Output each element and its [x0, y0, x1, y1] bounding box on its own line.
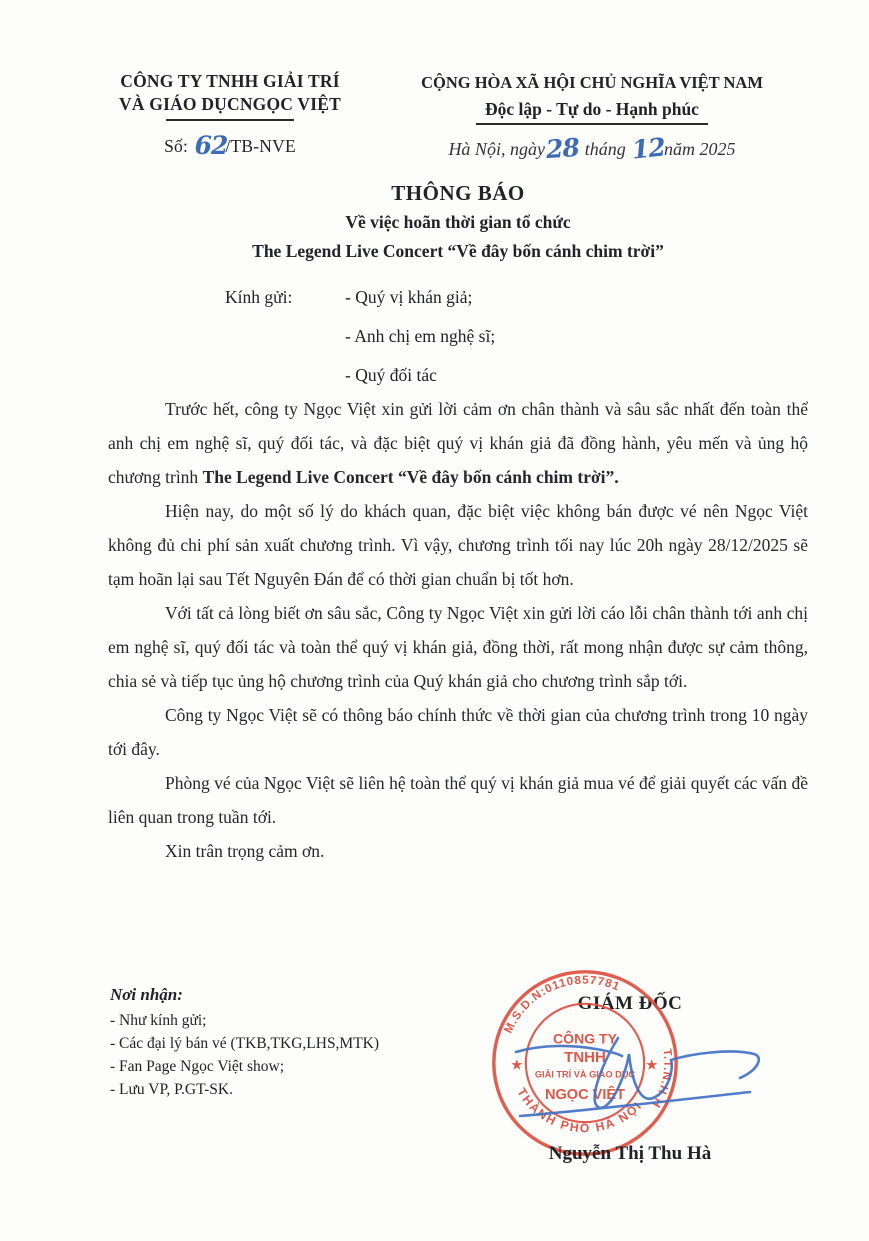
document-title: THÔNG BÁO [391, 181, 525, 205]
company-underline [166, 119, 294, 121]
recipients-label: Kính gửi: [225, 287, 293, 307]
recipient-row [225, 364, 495, 387]
stamp-center-line3: GIẢI TRÍ VÀ GIÁO DỤC [534, 1069, 636, 1080]
paragraph-4: Công ty Ngọc Việt sẽ có thông báo chính thức về thời gian của chương trình trong 10 ngày tới đây. [108, 705, 808, 759]
paragraph-1: Trước hết, công ty Ngọc Việt xin gửi lời cảm ơn chân thành và sâu sắc nhất đến toàn thể anh chị em nghệ sĩ, quý đối tác, và đặc biệt quý vị khán giả đã đồng hành, yêu mến và ủng hộ chương trình The Legend Live Concert “Về đây bốn cánh chim trời”. [108, 399, 808, 487]
program-name-bold: The Legend Live Concert “Về đây bốn cánh chim trời”. [202, 467, 619, 487]
letter-body [108, 392, 808, 868]
copy-recipient-item: - Lưu VP, P.GT-SK. [110, 1081, 233, 1098]
national-header-block [382, 72, 802, 165]
paragraph-2: Hiện nay, do một số lý do khách quan, đặc biệt việc không bán được vé nên Ngọc Việt không đủ chi phí sản xuất chương trình. Vì vậy, chương trình tối nay lúc 20h ngày 28/12/2025 sẽ tạm hoãn lại sau Tết Nguyên Đán để có thời gian chuẩn bị tốt hơn. [108, 501, 808, 589]
document-subtitle-1: Về việc hoãn thời gian tổ chức [345, 212, 571, 232]
copy-recipients-block [110, 985, 379, 1101]
stamp-center-line1: CÔNG TY [553, 1030, 617, 1047]
title-block [108, 181, 808, 264]
recipient-item: - Anh chị em nghệ sĩ; [345, 326, 496, 346]
stamp-ring-bottom-text: THÀNH PHỐ HÀ NỘI [514, 1085, 646, 1136]
paragraph-3: Với tất cả lòng biết ơn sâu sắc, Công ty Ngọc Việt xin gửi lời cáo lỗi chân thành tới anh chị em nghệ sĩ, quý đối tác và toàn thể quý vị khán giả, đồng thời, rất mong nhận được sự cảm thông, chia sẻ và tiếp tục ủng hộ chương trình của Quý khán giả cho chương trình sắp tới. [108, 603, 808, 691]
signer-title: GIÁM ĐỐC [577, 993, 683, 1014]
recipients-block [225, 286, 495, 403]
handwritten-month: 12 [630, 132, 667, 165]
national-motto-line2: Độc lập - Tự do - Hạnh phúc [485, 99, 699, 119]
company-name-line2: VÀ GIÁO DỤCNGỌC VIỆT [119, 94, 341, 114]
paragraph-6: Xin trân trọng cảm ơn. [165, 841, 325, 861]
document-number [100, 131, 360, 160]
doc-number-handwritten: 62 [194, 131, 228, 160]
stamp-ring-top-text: M.S.D.N:0110857781 [501, 973, 623, 1036]
company-name-line1: CÔNG TY TNHH GIẢI TRÍ [120, 71, 340, 91]
document-subtitle-2: The Legend Live Concert “Về đây bốn cánh chim trời” [252, 241, 664, 261]
motto-underline [476, 123, 708, 125]
date-line: Hà Nội, ngày 28 tháng 12năm 2025 [448, 132, 736, 165]
copy-recipient-item: - Như kính gửi; [110, 1012, 207, 1029]
handwritten-day: 28 [545, 132, 581, 165]
doc-number-prefix: Số: [164, 136, 193, 156]
recipient-row [225, 286, 495, 309]
company-block [100, 70, 360, 158]
copy-recipients-title: Nơi nhận: [110, 985, 183, 1004]
stamp-star-right: ★ [646, 1057, 658, 1072]
recipient-item: - Quý đối tác [345, 365, 437, 385]
national-motto-line1: CỘNG HÒA XÃ HỘI CHỦ NGHĨA VIỆT NAM [421, 73, 763, 92]
copy-recipient-item: - Fan Page Ngọc Việt show; [110, 1058, 284, 1075]
stamp-star-left: ★ [511, 1057, 523, 1072]
stamp-center-line2: TNHH [564, 1049, 606, 1067]
doc-number-suffix: /TB-NVE [225, 136, 296, 156]
recipient-row [225, 325, 495, 348]
signer-name: Nguyễn Thị Thu Hà [548, 1143, 712, 1164]
paragraph-5: Phòng vé của Ngọc Việt sẽ liên hệ toàn thể quý vị khán giả mua vé để giải quyết các vấn đề liên quan trong tuần tới. [108, 773, 808, 827]
stamp-ring-right-text: T.T.N.H.H [648, 1048, 675, 1111]
copy-recipient-item: - Các đại lý bán vé (TKB,TKG,LHS,MTK) [110, 1035, 380, 1052]
recipient-item: - Quý vị khán giả; [345, 287, 473, 307]
stamp-center-line4: NGỌC VIỆT [544, 1086, 626, 1103]
handwritten-signature [498, 1012, 778, 1132]
